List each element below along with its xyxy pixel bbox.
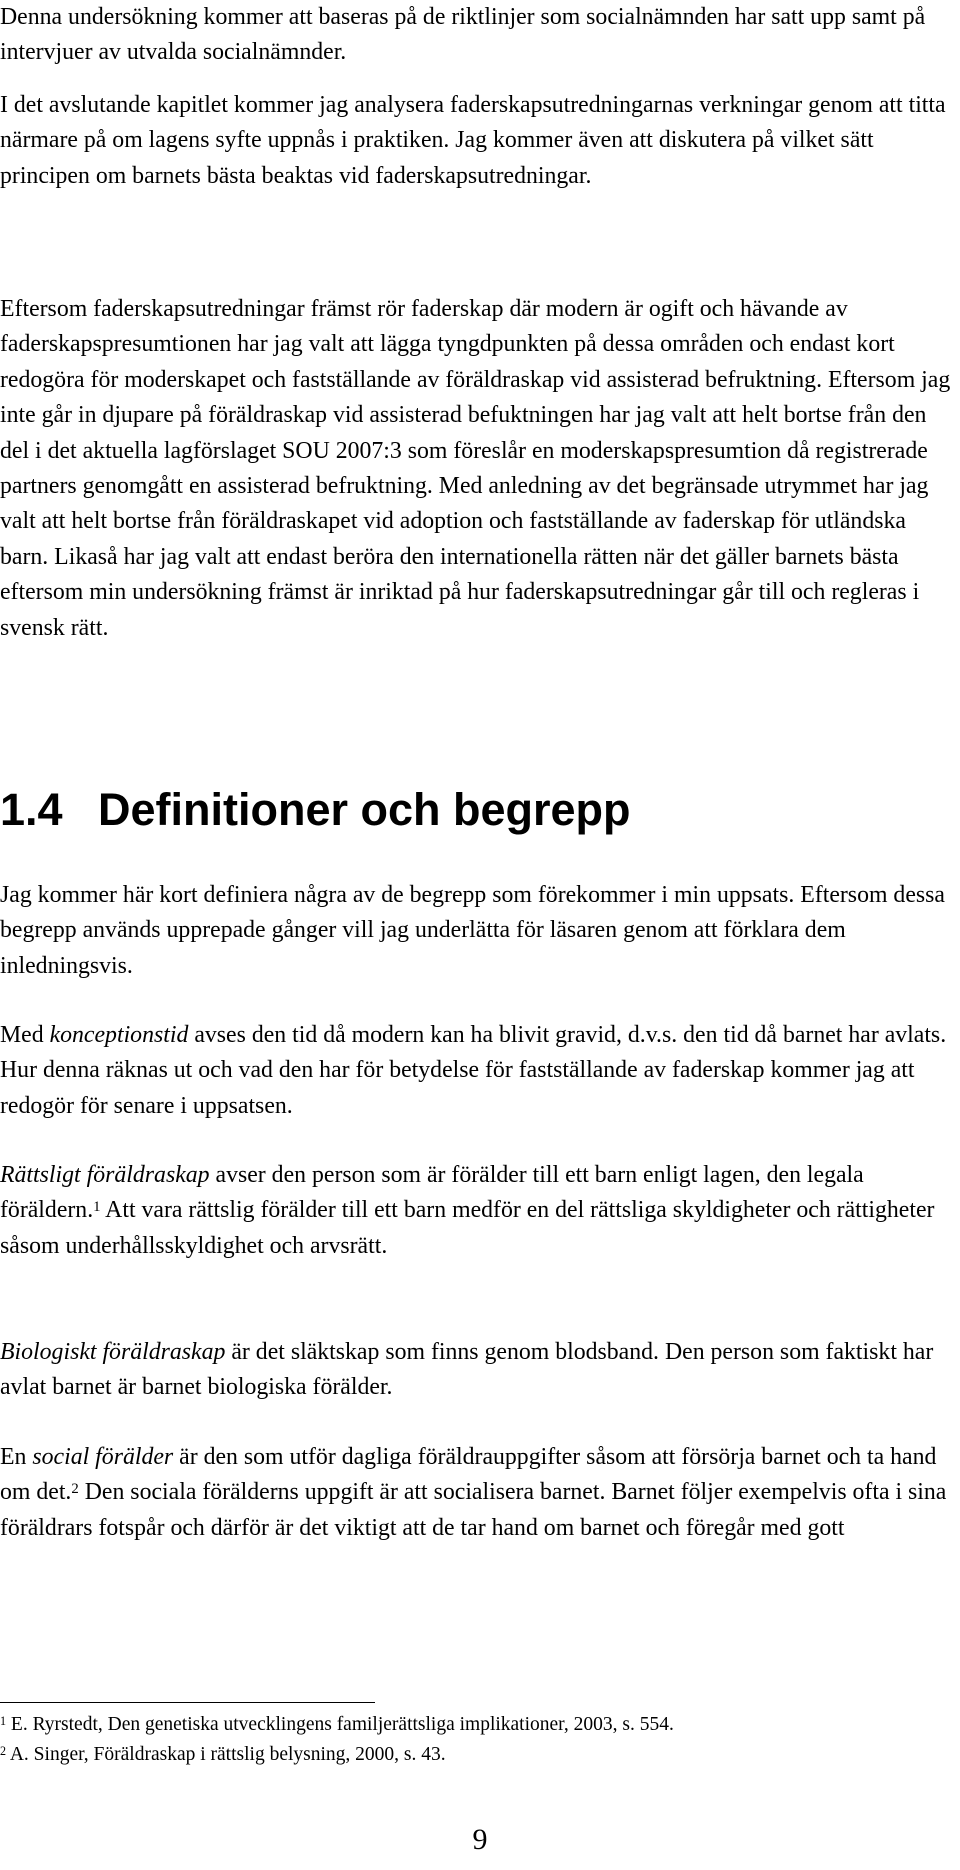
footnote-number: 1	[0, 1713, 7, 1728]
text-run: är den som utför dagliga föräldrauppgifter såsom att försörja barnet och ta hand om det.	[0, 1444, 937, 1506]
footnote-reference[interactable]: 1	[93, 1198, 101, 1215]
paragraph-delimitations: Eftersom faderskapsutredningar främst rör faderskap där modern är ogift och hävande av faderskapspresumtionen har jag valt att lägga tyngdpunkten på dessa områden och endast kort redogöra för moderskapet och fastställande av föräldraskap vid assisterad befruktning. Eftersom jag inte går in djupare på föräldraskap vid assisterad befuktningen har jag valt att helt bortse från den del i det aktuella lagförslaget SOU 2007:3 som föreslår en moderskapspresumtion då registrerade partners genomgått en assisterad befruktning. Med anledning av det begränsade utrymmet har jag valt att helt bortse från föräldraskapet vid adoption och fastställande av faderskap för utländska barn. Likaså har jag valt att endast beröra den internationella rätten när det gäller barnets bästa eftersom min undersökning främst är inriktad på hur faderskapsutredningar går till och regleras i svensk rätt.	[0, 296, 951, 641]
section-number: 1.4	[0, 784, 63, 835]
defined-term: Rättsligt föräldraskap	[0, 1162, 210, 1188]
footnote-divider	[0, 1702, 375, 1703]
section-heading	[0, 780, 631, 840]
paragraph-method: Denna undersökning kommer att baseras på de riktlinjer som socialnämnden har satt upp samt på intervjuer av utvalda socialnämnder.	[0, 4, 926, 66]
paragraph-definitions-intro: Jag kommer här kort definiera några av de begrepp som förekommer i min uppsats. Eftersom dessa begrepp används upprepade gånger vill jag underlätta för läsaren genom att förklara dem inledningsvis.	[0, 882, 945, 979]
footnote-number: 2	[0, 1743, 7, 1758]
section-title: Definitioner och begrepp	[98, 784, 631, 835]
defined-term: Biologiskt föräldraskap	[0, 1339, 226, 1365]
footnote-text: E. Ryrstedt, Den genetiska utvecklingens familjerättsliga implikationer, 2003, s. 554.	[6, 1714, 674, 1735]
text-run: är det släktskap som finns genom blodsband. Den person som faktiskt har avlat barnet är barnet biologiska förälder.	[0, 1339, 934, 1401]
footnote	[0, 1710, 674, 1740]
paragraph-konceptionstid	[0, 1018, 960, 1124]
paragraph-rattsligt-foraldraskap	[0, 1158, 960, 1264]
footnote	[0, 1740, 446, 1770]
text-run: En	[0, 1444, 33, 1470]
footnote-text: A. Singer, Föräldraskap i rättslig belysning, 2000, s. 43.	[6, 1744, 446, 1765]
text-run: avses den tid då modern kan ha blivit gravid, d.v.s. den tid då barnet har avlats. Hur denna räknas ut och vad den har för betydelse för fastställande av faderskap kommer jag att redogör för senare i uppsatsen.	[0, 1022, 947, 1119]
paragraph-social-foralder	[0, 1440, 960, 1546]
text-run: Att vara rättslig förälder till ett barn medför en del rättsliga skyldigheter och rättigheter såsom underhållsskyldighet och arvsrätt.	[0, 1197, 935, 1259]
text-run: avser den person som är förälder till ett barn enligt lagen, den legala föräldern.	[0, 1162, 864, 1224]
text-run: Med	[0, 1022, 50, 1048]
defined-term: social förälder	[32, 1444, 174, 1470]
page-number: 9	[472, 1823, 488, 1856]
footnote-reference[interactable]: 2	[71, 1480, 79, 1497]
paragraph-biologiskt-foraldraskap	[0, 1335, 960, 1406]
defined-term: konceptionstid	[49, 1022, 189, 1048]
paragraph-analysis: I det avslutande kapitlet kommer jag analysera faderskapsutredningarnas verkningar genom att titta närmare på om lagens syfte uppnås i praktiken. Jag kommer även att diskutera på vilket sätt principen om barnets bästa beaktas vid faderskapsutredningar.	[0, 92, 946, 189]
text-run: Den sociala förälderns uppgift är att socialisera barnet. Barnet följer exempelvis ofta i sina föräldrars fotspår och därför är det viktigt att de tar hand om barnet och föregår med gott	[0, 1479, 947, 1541]
